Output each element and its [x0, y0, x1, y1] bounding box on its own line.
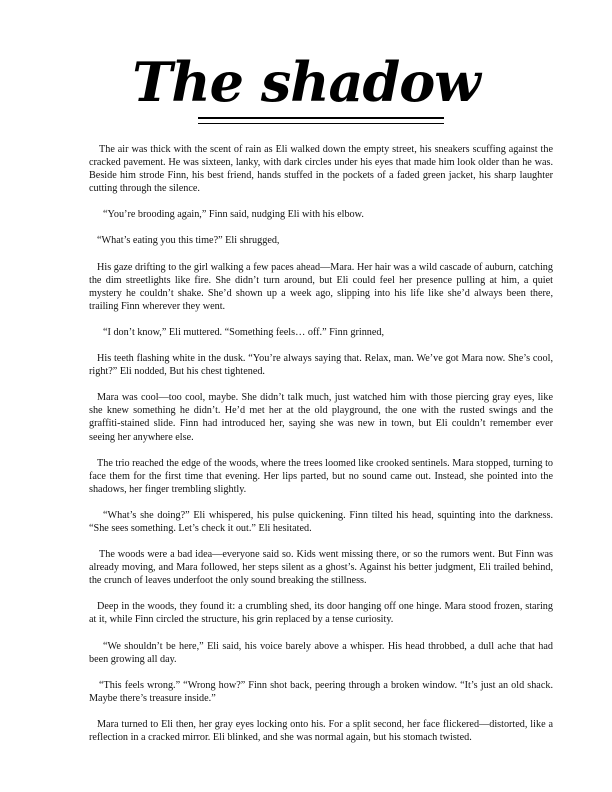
paragraph: The trio reached the edge of the woods, where the trees loomed like crooked sentinels. Mara stopped, turning to face them for the first time that evening. Her lips parted, but no sound came out. Instead, she pointed into the shadows, her finger trembling slightly. [89, 457, 553, 495]
paragraph: Deep in the woods, they found it: a crumbling shed, its door hanging off one hinge. Mara stood frozen, staring at it, while Finn circled the structure, his grin replaced by a tense curiosity. [89, 601, 553, 626]
paragraph: The woods were a bad idea—everyone said so. Kids went missing there, or so the rumors went. But Finn was already moving, and Mara followed, her steps silent as a ghost’s. Against his better judgment, Eli trailed behind, the crunch of leaves underfoot the only sound breaking the stillness. [89, 549, 553, 587]
paragraph: His teeth flashing white in the dusk. “You’re always saying that. Relax, man. We’ve got Mara now. She’s cool, right?” Eli nodded, But his chest tightened. [89, 353, 553, 378]
paragraph: “You’re brooding again,” Finn said, nudging Eli with his elbow. [103, 209, 364, 221]
paragraph: Mara turned to Eli then, her gray eyes locking onto his. For a split second, her face flickered—distorted, like a reflection in a cracked mirror. Eli blinked, and she was normal again, but his stomach twisted. [89, 718, 553, 743]
paragraph: Mara was cool—too cool, maybe. She didn’t talk much, just watched him with those piercing gray eyes, like she knew something he didn’t. He’d met her at the old playground, the one with the rusted swings and the graffiti-stained slide. Finn had introduced her, saying she was new in town, but Eli couldn’t remember ever seeing her anywhere else. [89, 392, 553, 443]
paragraph: “What’s she doing?” Eli whispered, his pulse quickening. Finn tilted his head, squinting into the darkness. “She sees something. Let’s check it out.” Eli hesitated. [89, 509, 553, 534]
paragraph: The air was thick with the scent of rain as Eli walked down the empty street, his sneakers scuffing against the cracked pavement. He was sixteen, lanky, with dark circles under his eyes that made him look older than he was. Beside him strode Finn, his best friend, hands stuffed in the pockets of a faded green jacket, his sharp laughter cutting through the silence. [89, 144, 553, 195]
paragraph: “I don’t know,” Eli muttered. “Something feels… off.” Finn grinned, [103, 326, 385, 338]
paragraph: His gaze drifting to the girl walking a few paces ahead—Mara. Her hair was a wild cascade of auburn, catching the dim streetlights like fire. She didn’t turn around, but Eli could feel her presence pulling at him, a quiet mystery he couldn’t shake. She’d shown up a week ago, slipping into his life like she’d always been there, trailing Finn wherever they went. [89, 261, 553, 312]
title-underline-bottom [198, 123, 444, 124]
title-underline-top [198, 117, 444, 119]
paragraph: “This feels wrong.” “Wrong how?” Finn shot back, peering through a broken window. “It’s just an old shack. Maybe there’s treasure inside.” [89, 679, 553, 704]
paragraph: “What’s eating you this time?” Eli shrugged, [97, 235, 280, 247]
paragraph: “We shouldn’t be here,” Eli said, his voice barely above a whisper. His head throbbed, a dull ache that had been growing all day. [89, 640, 553, 665]
title-block [0, 40, 612, 130]
story-body [89, 143, 553, 757]
page-title: The shadow [132, 50, 480, 114]
